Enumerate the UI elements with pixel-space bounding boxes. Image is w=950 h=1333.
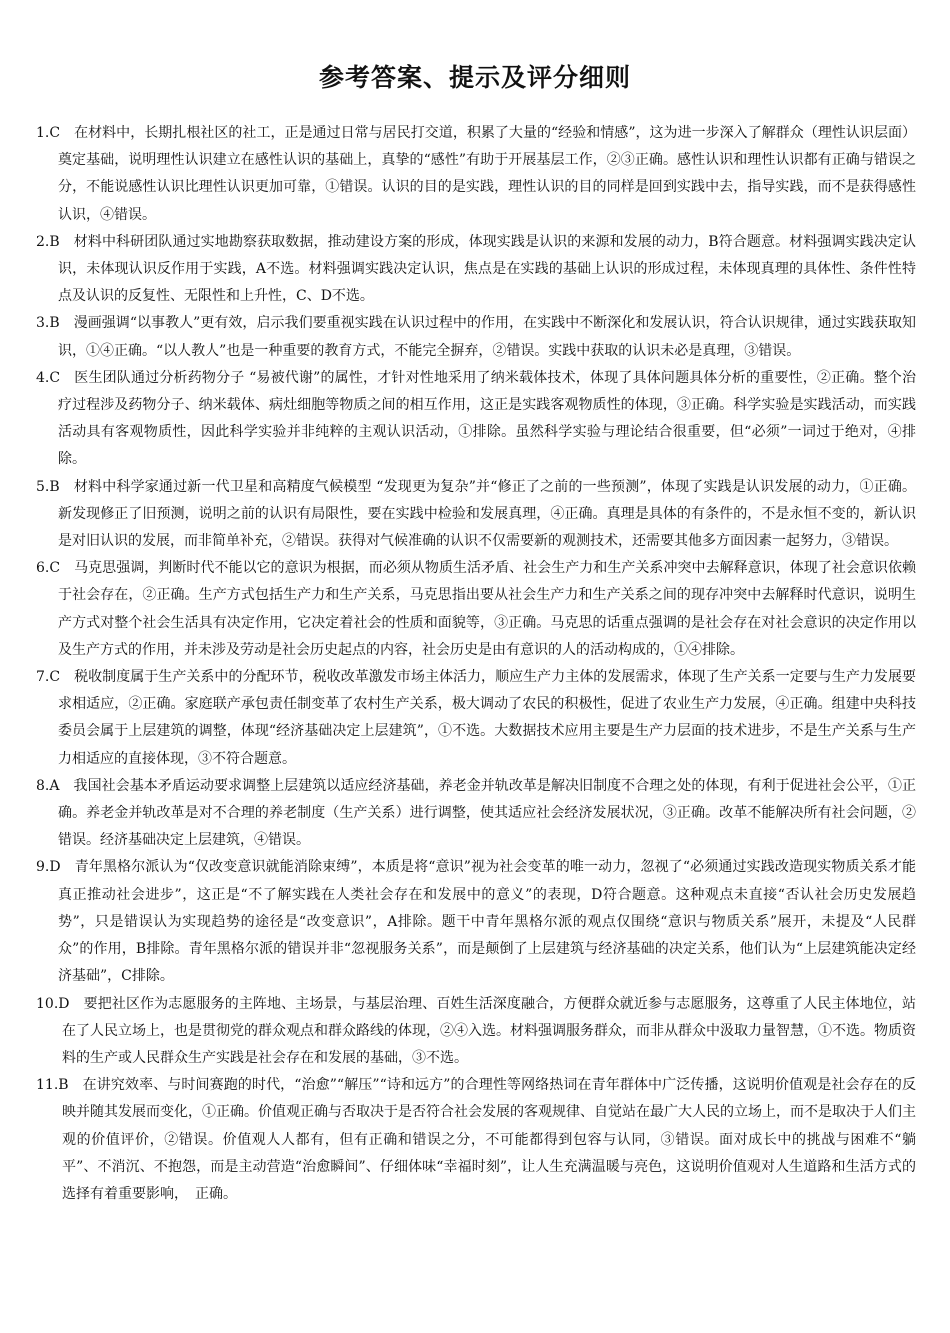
item-explanation: 在材料中，长期扎根社区的社工，正是通过日常与居民打交道，积累了大量的“经验和情感”，这为进一步深入了解群众（理性认识层面）奠定基础，说明理性认识建立在感性认识的基础上，真挚的“感性”有助于开展基层工作，②③正确。感性认识和理性认识都有正确与错误之分，不能说感性认识比理性认识更加可靠，①错误。认识的目的是实践，理性认识的目的同样是回到实践中去，指导实践，而不是获得感性认识，④错误。	[58, 125, 916, 223]
item-answer: B	[49, 315, 60, 332]
answer-item-1	[36, 120, 916, 229]
answer-list	[36, 120, 916, 1208]
item-explanation: 材料中科研团队通过实地勘察获取数据，推动建设方案的形成，体现实践是认识的来源和发展的动力，B符合题意。材料强调实践决定认识，未体现认识反作用于实践，A不选。材料强调实践决定认识，焦点是在实践的基础上认识的形成过程，未体现真理的具体性、条件性特点及认识的反复性、无限性和上升性，C、D不选。	[58, 233, 916, 305]
item-number: 6.	[36, 560, 50, 577]
item-number: 4.	[36, 369, 50, 386]
item-number: 3.	[36, 315, 50, 332]
item-answer: D	[58, 995, 70, 1012]
item-answer: C	[49, 669, 61, 686]
item-answer: B	[49, 478, 60, 495]
answer-item-9	[36, 854, 916, 990]
answer-item-6	[36, 555, 916, 664]
item-number: 5.	[36, 478, 50, 495]
item-explanation: 材料中科学家通过新一代卫星和高精度气候模型 “发现更为复杂”并“修正了之前的一些预测”，体现了实践是认识发展的动力，①正确。新发现修正了旧预测，说明之前的认识有局限性，要在实践中检验和发展真理，④正确。真理是具体的有条件的，不是永恒不变的，新认识是对旧认识的发展，而非简单补充，②错误。获得对气候准确的认识不仅需要新的观测技术，还需要其他多方面因素一起努力，③错误。	[58, 478, 916, 550]
page-title: 参考答案、提示及评分细则	[318, 63, 631, 92]
item-explanation: 我国社会基本矛盾运动要求调整上层建筑以适应经济基础，养老金并轨改革是解决旧制度不合理之处的体现，有利于促进社会公平，①正确。养老金并轨改革是对不合理的养老制度（生产关系）进行调整，使其适应社会经济发展状况，③正确。改革不能解决所有社会问题，②错误。经济基础决定上层建筑，④错误。	[58, 777, 916, 849]
item-answer: A	[49, 777, 60, 794]
item-explanation: 要把社区作为志愿服务的主阵地、主场景，与基层治理、百姓生活深度融合，方便群众就近参与志愿服务，这尊重了人民主体地位，站在了人民立场上，也是贯彻党的群众观点和群众路线的体现，②④入选。材料强调服务群众，而非从群众中汲取力量智慧，①不选。物质资料的生产或人民群众生产实践是社会存在和发展的基础，③不选。	[62, 995, 916, 1066]
item-answer: B	[58, 1077, 69, 1094]
item-explanation: 青年黑格尔派认为“仅改变意识就能消除束缚”，本质是将“意识”视为社会变革的唯一动力，忽视了“必须通过实践改造现实物质关系才能真正推动社会进步”，这正是“不了解实践在人类社会存在和发展中的意义”的表现，D符合题意。这种观点未直接“否认社会历史发展趋势”，只是错误认为实现趋势的途径是“改变意识”，A排除。题干中青年黑格尔派的观点仅围绕“意识与物质关系”展开，未提及“人民群众”的作用，B排除。青年黑格尔派的错误并非“忽视服务关系”，而是颠倒了上层建筑与经济基础的决定关系，他们认为“上层建筑能决定经济基础”，C排除。	[58, 859, 916, 985]
answer-item-2	[36, 229, 916, 311]
answer-item-11	[36, 1072, 916, 1208]
answer-item-3	[36, 310, 916, 364]
item-answer: C	[49, 369, 61, 386]
item-number: 9.	[36, 859, 50, 876]
answer-item-7	[36, 664, 916, 773]
item-number: 7.	[36, 669, 50, 686]
answer-item-4	[36, 365, 916, 474]
item-number: 1.	[36, 125, 50, 141]
item-answer: B	[49, 233, 60, 250]
item-explanation: 税收制度属于生产关系中的分配环节，税收改革激发市场主体活力，顺应生产力主体的发展需求，体现了生产关系一定要与生产力发展要求相适应，②正确。家庭联产承包责任制变革了农村生产关系，极大调动了农民的积极性，促进了农业生产力发展，④正确。组建中央科技委员会属于上层建筑的调整，体现“经济基础决定上层建筑”，①不选。大数据技术应用主要是生产力层面的技术进步，不是生产关系与生产力相适应的直接体现，③不符合题意。	[58, 669, 916, 767]
item-number: 2.	[36, 233, 50, 250]
item-answer: C	[49, 560, 61, 577]
answer-item-5	[36, 474, 916, 556]
item-answer: D	[49, 859, 61, 876]
answer-item-10	[36, 991, 916, 1073]
item-number: 8.	[36, 777, 50, 794]
item-explanation: 医生团队通过分析药物分子 “易被代谢”的属性，才针对性地采用了纳米载体技术，体现了具体问题具体分析的重要性，②正确。整个治疗过程涉及药物分子、纳米载体、病灶细胞等物质之间的相互作用，这正是实践客观物质性的体现，③正确。科学实验是实践活动，而实践活动具有客观物质性，因此科学实验并非纯粹的主观认识活动，①排除。虽然科学实验与理论结合很重要，但“必须”一词过于绝对，④排除。	[58, 369, 916, 468]
item-number: 10.	[36, 995, 59, 1012]
item-explanation: 马克思强调，判断时代不能以它的意识为根据，而必须从物质生活矛盾、社会生产力和生产关系冲突中去解释意识，体现了社会意识依赖于社会存在，②正确。生产方式包括生产力和生产关系，马克思指出要从社会生产力和生产关系之间的现存冲突中去解释时代意识，说明生产方式对整个社会生活具有决定作用，它决定着社会的性质和面貌等，③正确。马克思的话重点强调的是社会存在对社会意识的决定作用以及生产方式的作用，并未涉及劳动是社会历史起点的内容，社会历史是由有意识的人的活动构成的，①④排除。	[58, 560, 916, 658]
answer-item-8	[36, 773, 916, 855]
item-explanation: 漫画强调“以事教人”更有效，启示我们要重视实践在认识过程中的作用，在实践中不断深化和发展认识，符合认识规律，通过实践获取知识，①④正确。“以人教人”也是一种重要的教育方式，不能完全摒弃，②错误。实践中获取的认识未必是真理，③错误。	[58, 315, 916, 359]
item-answer: C	[49, 125, 61, 141]
item-number: 11.	[36, 1077, 59, 1094]
item-explanation: 在讲究效率、与时间赛跑的时代，“治愈”“解压”“诗和远方”的合理性等网络热词在青年群体中广泛传播，这说明价值观是社会存在的反映并随其发展而变化，①正确。价值观正确与否取决于是否符合社会发展的客观规律、自觉站在最广大人民的立场上，而不是取决于人们主观的价值评价，②错误。价值观人人都有，但有正确和错误之分，不可能都得到包容与认同，③错误。面对成长中的挑战与困难不“躺平”、不消沉、不抱怨，而是主动营造“治愈瞬间”、仔细体味“幸福时刻”，让人生充满温暖与亮色，这说明价值观对人生道路和生活方式的选择有着重要影响， 正确。	[62, 1077, 916, 1202]
